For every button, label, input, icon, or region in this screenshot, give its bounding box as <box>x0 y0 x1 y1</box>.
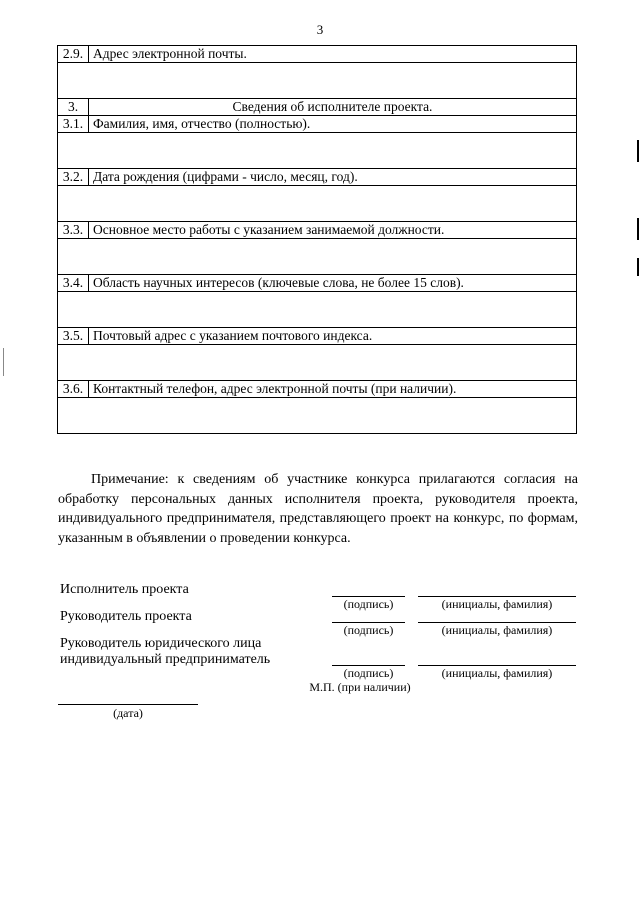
name-caption: (инициалы, фамилия) <box>441 623 553 637</box>
row-number: 3.4. <box>58 275 89 292</box>
answer-row[interactable] <box>58 345 577 381</box>
name-caption: (инициалы, фамилия) <box>441 666 553 680</box>
answer-field[interactable] <box>58 398 577 434</box>
scan-mark <box>637 140 639 162</box>
answer-field[interactable] <box>58 239 577 275</box>
scan-mark <box>3 348 4 376</box>
answer-field[interactable] <box>58 133 577 169</box>
row-label: Почтовый адрес с указанием почтового индекса. <box>89 328 577 345</box>
row-label: Основное место работы с указанием занимаемой должности. <box>89 222 577 239</box>
answer-row[interactable] <box>58 63 577 99</box>
section-number: 3. <box>58 99 89 116</box>
manager-label: Руководитель проекта <box>60 609 192 624</box>
answer-field[interactable] <box>58 292 577 328</box>
section-header-row <box>58 99 577 116</box>
row-number: 3.2. <box>58 169 89 186</box>
answer-row[interactable] <box>58 292 577 328</box>
table-row <box>58 169 577 186</box>
row-number: 2.9. <box>58 46 89 63</box>
row-label: Дата рождения (цифрами - число, месяц, год). <box>89 169 577 186</box>
scan-mark <box>637 258 639 276</box>
answer-field[interactable] <box>58 63 577 99</box>
row-number: 3.1. <box>58 116 89 133</box>
date-caption: (дата) <box>113 706 143 720</box>
form-table <box>57 45 577 434</box>
page-number: 3 <box>316 22 324 37</box>
legal-head-label: Руководитель юридического лица <box>60 636 262 651</box>
row-number: 3.6. <box>58 381 89 398</box>
row-label: Область научных интересов (ключевые слова, не более 15 слов). <box>89 275 577 292</box>
table-row <box>58 46 577 63</box>
signature-caption: (подпись) <box>343 666 394 680</box>
section-title: Сведения об исполнителе проекта. <box>89 99 577 116</box>
answer-field[interactable] <box>58 345 577 381</box>
table-row <box>58 328 577 345</box>
table-row <box>58 381 577 398</box>
row-number: 3.3. <box>58 222 89 239</box>
row-label: Адрес электронной почты. <box>89 46 577 63</box>
answer-field[interactable] <box>58 186 577 222</box>
stamp-caption: М.П. (при наличии) <box>309 680 411 694</box>
table-row <box>58 275 577 292</box>
date-line[interactable] <box>58 704 198 705</box>
scan-mark <box>637 218 639 240</box>
note-paragraph: Примечание: к сведениям об участнике конкурса прилагаются согласия на обработку персональных данных исполнителя проекта, руководителя проекта, индивидуального предпринимателя, представляющего проект на конкурс, по формам, указанным в объявлении о проведении конкурса. <box>58 472 578 546</box>
row-number: 3.5. <box>58 328 89 345</box>
executor-label: Исполнитель проекта <box>60 582 189 597</box>
answer-row[interactable] <box>58 239 577 275</box>
answer-row[interactable] <box>58 398 577 434</box>
name-caption: (инициалы, фамилия) <box>441 597 553 611</box>
answer-row[interactable] <box>58 186 577 222</box>
row-label: Фамилия, имя, отчество (полностью). <box>89 116 577 133</box>
answer-row[interactable] <box>58 133 577 169</box>
signature-caption: (подпись) <box>343 623 394 637</box>
table-row <box>58 222 577 239</box>
entrepreneur-label: индивидуальный предприниматель <box>60 652 271 667</box>
signature-caption: (подпись) <box>343 597 394 611</box>
row-label: Контактный телефон, адрес электронной почты (при наличии). <box>89 381 577 398</box>
table-row <box>58 116 577 133</box>
